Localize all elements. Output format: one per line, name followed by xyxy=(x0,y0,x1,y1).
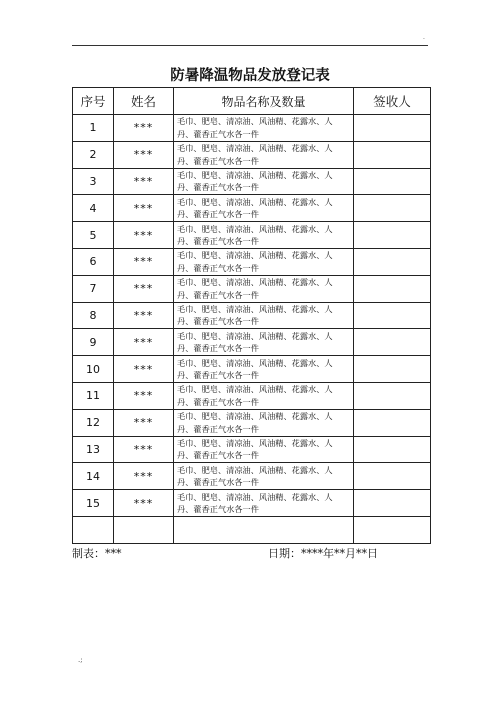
date-label: 日期： xyxy=(268,547,301,560)
table-row xyxy=(73,516,431,543)
row-signer xyxy=(354,168,431,195)
maker-field xyxy=(72,545,122,561)
row-items-line1: 毛巾、肥皂、清凉油、风油精、花露水、人 xyxy=(177,277,333,288)
row-items-line1: 毛巾、肥皂、清凉油、风油精、花露水、人 xyxy=(177,116,333,127)
row-items xyxy=(174,222,354,249)
row-name: *** xyxy=(114,409,174,436)
row-name: *** xyxy=(114,275,174,302)
table-row xyxy=(73,436,431,463)
row-number: 4 xyxy=(73,195,114,222)
row-items-line2: 丹、藿香正气水各一件 xyxy=(177,155,259,166)
row-items xyxy=(174,463,354,490)
row-number: 11 xyxy=(73,382,114,409)
row-signer xyxy=(354,195,431,222)
table-header-row xyxy=(73,88,431,115)
row-signer xyxy=(354,329,431,356)
row-items-line1: 毛巾、肥皂、清凉油、风油精、花露水、人 xyxy=(177,250,333,261)
row-name: *** xyxy=(114,329,174,356)
row-number: 13 xyxy=(73,436,114,463)
row-signer xyxy=(354,436,431,463)
table-row xyxy=(73,222,431,249)
row-items-line2: 丹、藿香正气水各一件 xyxy=(177,289,259,300)
row-signer xyxy=(354,141,431,168)
row-name: *** xyxy=(114,302,174,329)
table-row xyxy=(73,275,431,302)
row-items xyxy=(174,248,354,275)
row-name: *** xyxy=(114,463,174,490)
table-row xyxy=(73,248,431,275)
row-name: *** xyxy=(114,115,174,142)
row-name: *** xyxy=(114,436,174,463)
date-value: ****年**月**日 xyxy=(301,547,378,560)
row-signer xyxy=(354,463,431,490)
row-items-line1: 毛巾、肥皂、清凉油、风油精、花露水、人 xyxy=(177,169,333,180)
table-row xyxy=(73,115,431,142)
row-name: *** xyxy=(114,222,174,249)
row-name: *** xyxy=(114,168,174,195)
row-items-line2: 丹、藿香正气水各一件 xyxy=(177,343,259,354)
row-number xyxy=(73,516,114,543)
row-signer xyxy=(354,382,431,409)
table-row xyxy=(73,490,431,517)
page-title: 防暑降温物品发放登记表 xyxy=(170,68,330,84)
row-items xyxy=(174,115,354,142)
row-signer xyxy=(354,356,431,383)
table-row xyxy=(73,463,431,490)
row-name: *** xyxy=(114,141,174,168)
row-signer xyxy=(354,302,431,329)
row-items-line2: 丹、藿香正气水各一件 xyxy=(177,316,259,327)
row-items xyxy=(174,302,354,329)
row-items-line1: 毛巾、肥皂、清凉油、风油精、花露水、人 xyxy=(177,384,333,395)
row-signer xyxy=(354,490,431,517)
row-items-line2: 丹、藿香正气水各一件 xyxy=(177,423,259,434)
column-header-name: 姓名 xyxy=(114,88,174,115)
row-items xyxy=(174,356,354,383)
column-header-signer: 签收人 xyxy=(354,88,431,115)
date-field xyxy=(268,545,378,561)
header-mark: . xyxy=(423,34,425,41)
row-items xyxy=(174,436,354,463)
row-items xyxy=(174,141,354,168)
row-name: *** xyxy=(114,356,174,383)
row-items-line1: 毛巾、肥皂、清凉油、风油精、花露水、人 xyxy=(177,196,333,207)
row-items xyxy=(174,516,354,543)
distribution-table xyxy=(72,87,431,544)
row-items-line2: 丹、藿香正气水各一件 xyxy=(177,396,259,407)
column-header-items: 物品名称及数量 xyxy=(174,88,354,115)
header-rule xyxy=(72,45,428,46)
row-items-line2: 丹、藿香正气水各一件 xyxy=(177,504,259,515)
row-items xyxy=(174,275,354,302)
row-name: *** xyxy=(114,382,174,409)
row-items xyxy=(174,168,354,195)
row-items-line2: 丹、藿香正气水各一件 xyxy=(177,236,259,247)
row-items-line1: 毛巾、肥皂、清凉油、风油精、花露水、人 xyxy=(177,437,333,448)
row-items xyxy=(174,329,354,356)
row-items-line1: 毛巾、肥皂、清凉油、风油精、花露水、人 xyxy=(177,491,333,502)
row-number: 15 xyxy=(73,490,114,517)
row-items xyxy=(174,409,354,436)
row-signer xyxy=(354,248,431,275)
row-items-line1: 毛巾、肥皂、清凉油、风油精、花露水、人 xyxy=(177,464,333,475)
row-number: 6 xyxy=(73,248,114,275)
row-items-line1: 毛巾、肥皂、清凉油、风油精、花露水、人 xyxy=(177,330,333,341)
row-signer xyxy=(354,275,431,302)
row-items-line2: 丹、藿香正气水各一件 xyxy=(177,262,259,273)
table-row xyxy=(73,382,431,409)
row-items-line1: 毛巾、肥皂、清凉油、风油精、花露水、人 xyxy=(177,303,333,314)
row-signer xyxy=(354,516,431,543)
row-name: *** xyxy=(114,195,174,222)
row-number: 1 xyxy=(73,115,114,142)
row-number: 8 xyxy=(73,302,114,329)
row-signer xyxy=(354,409,431,436)
row-name: *** xyxy=(114,248,174,275)
table-row xyxy=(73,409,431,436)
row-items-line1: 毛巾、肥皂、清凉油、风油精、花露水、人 xyxy=(177,357,333,368)
row-items-line2: 丹、藿香正气水各一件 xyxy=(177,209,259,220)
column-header-seq: 序号 xyxy=(73,88,114,115)
row-number: 3 xyxy=(73,168,114,195)
row-items-line1: 毛巾、肥皂、清凉油、风油精、花露水、人 xyxy=(177,223,333,234)
row-items-line1: 毛巾、肥皂、清凉油、风油精、花露水、人 xyxy=(177,411,333,422)
row-items-line2: 丹、藿香正气水各一件 xyxy=(177,128,259,139)
row-signer xyxy=(354,115,431,142)
row-items-line2: 丹、藿香正气水各一件 xyxy=(177,182,259,193)
row-items xyxy=(174,382,354,409)
table-row xyxy=(73,356,431,383)
row-number: 2 xyxy=(73,141,114,168)
row-items xyxy=(174,490,354,517)
row-items xyxy=(174,195,354,222)
table-row xyxy=(73,141,431,168)
row-number: 12 xyxy=(73,409,114,436)
row-name xyxy=(114,516,174,543)
row-number: 7 xyxy=(73,275,114,302)
row-number: 5 xyxy=(73,222,114,249)
row-number: 10 xyxy=(73,356,114,383)
row-number: 14 xyxy=(73,463,114,490)
row-signer xyxy=(354,222,431,249)
row-items-line1: 毛巾、肥皂、清凉油、风油精、花露水、人 xyxy=(177,143,333,154)
table-row xyxy=(73,168,431,195)
maker-label: 制表： xyxy=(72,547,105,560)
maker-value: *** xyxy=(105,547,122,560)
row-number: 9 xyxy=(73,329,114,356)
footer-mark: .; xyxy=(78,656,83,664)
table-row xyxy=(73,195,431,222)
table-row xyxy=(73,329,431,356)
row-items-line2: 丹、藿香正气水各一件 xyxy=(177,450,259,461)
table-row xyxy=(73,302,431,329)
row-items-line2: 丹、藿香正气水各一件 xyxy=(177,477,259,488)
row-items-line2: 丹、藿香正气水各一件 xyxy=(177,370,259,381)
row-name: *** xyxy=(114,490,174,517)
